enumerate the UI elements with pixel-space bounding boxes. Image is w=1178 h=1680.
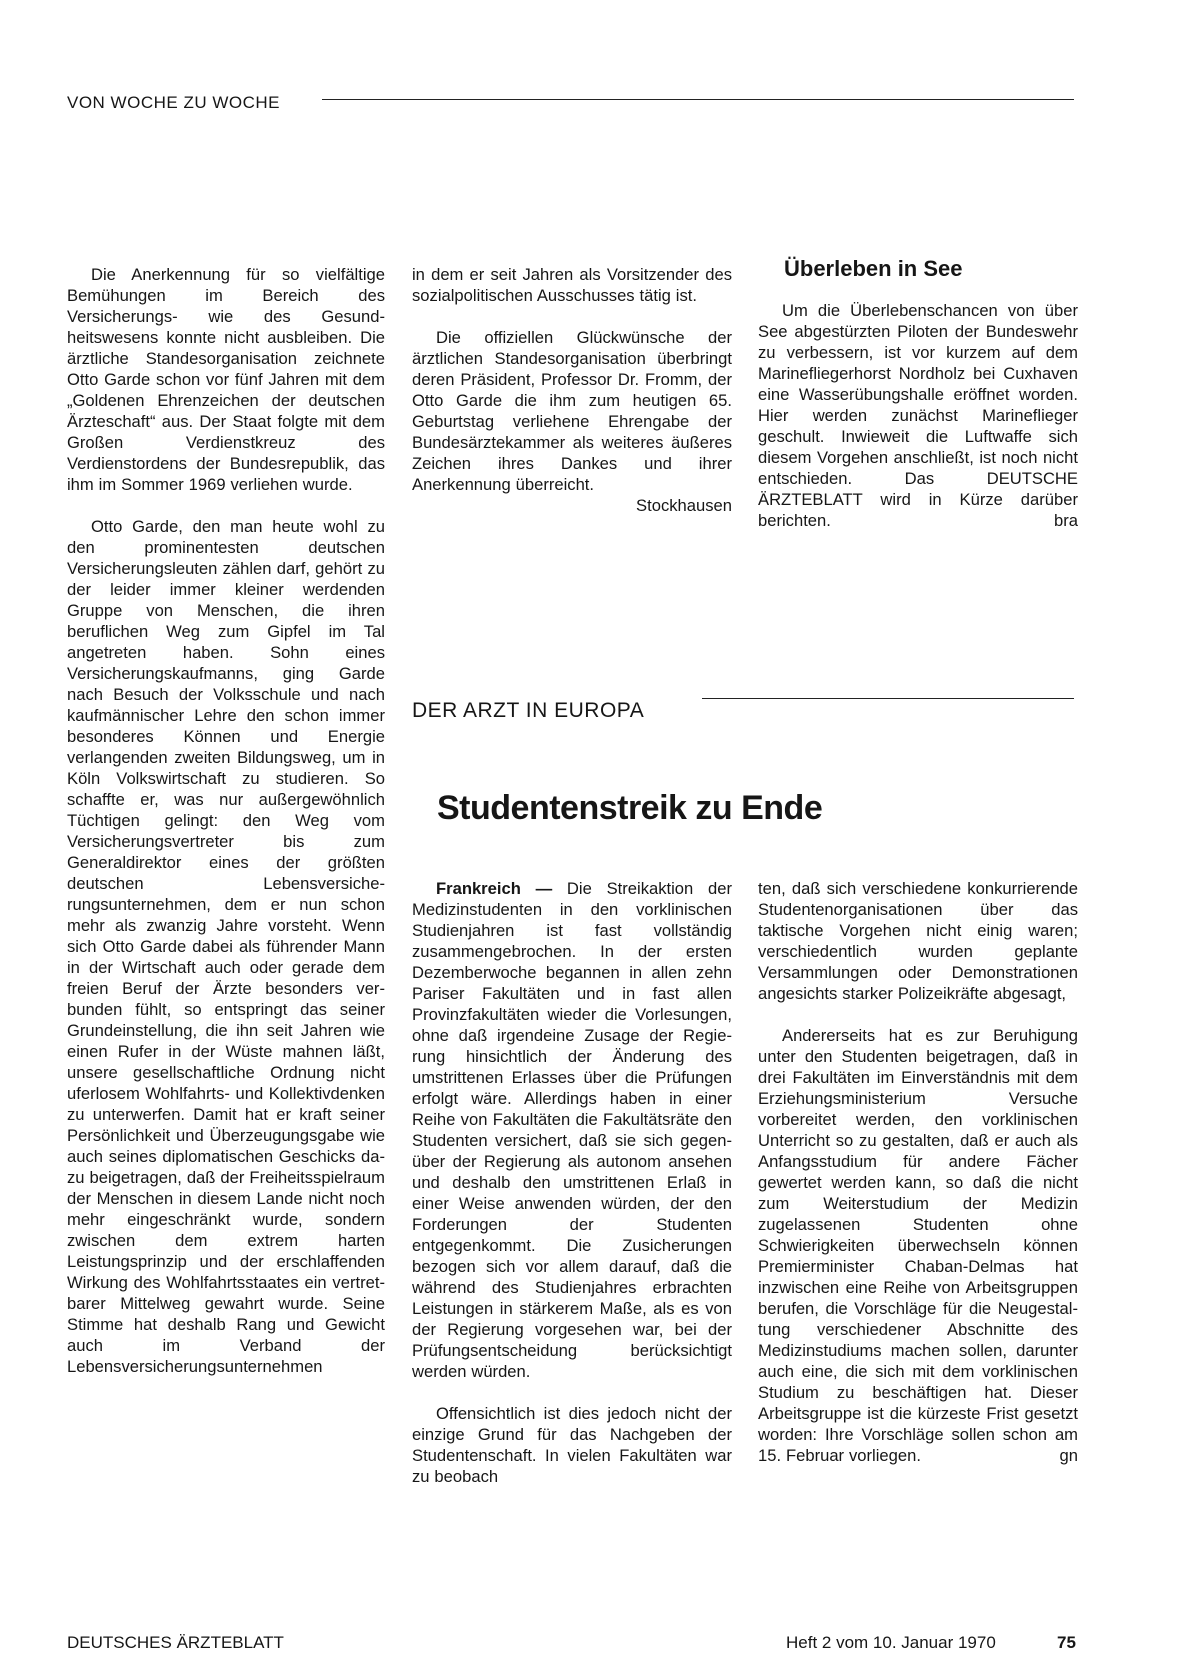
- article-column-2: [758, 878, 1078, 1466]
- section-rubric: VON WOCHE ZU WOCHE: [67, 93, 280, 112]
- page-number: 75: [1057, 1633, 1076, 1652]
- paragraph: [758, 1025, 1078, 1466]
- paragraph: Offensichtlich ist dies jedoch nicht der einzige Grund für das Nachgeben der Studentenschaft. In vielen Fakultäten war zu beobach: [412, 1404, 732, 1486]
- journal-name: DEUTSCHES ÄRZTEBLATT: [67, 1633, 284, 1652]
- article-column-1: [412, 878, 732, 1487]
- paragraph: [758, 300, 1078, 531]
- right-top-column: [758, 300, 1078, 531]
- author-signature: Stockhausen: [636, 496, 732, 515]
- article-text: Andererseits hat es zur Beruhigung unter den Studenten beigetragen, daß in drei Fakultäten im Einverständnis mit dem Erziehungsministerium Versuche vorbereitet werden, den vorklinischen Unterricht so zu gestalten, daß er auch als Anfangsstudium für andere Fächer gewertet werden kann, so daß die nicht zum Weiterstudium der Medizin zugelassenen Studenten ohne Schwierigkeiten überwechseln können Premierminister Chaban-Delmas hat inzwischen eine Reihe von Arbeitsgruppen berufen, die Vorschläge für die Neugestaltung verschiedener Abschnitte des Medizinstudiums machen sollen, darunter auch eine, die sich mit dem vorklinischen Studium zu beschäftigen hat. Dieser Arbeitsgruppe ist die kürzeste Frist gesetzt worden: Ihre Vorschläge sollen schon am 15. Februar vorliegen.: [758, 1026, 1078, 1465]
- paragraph: [412, 878, 732, 1382]
- header-rule: [322, 99, 1074, 100]
- paragraph: ten, daß sich verschiedene konkurrierende Studentenorganisationen über das taktische Vorgehen nicht einig waren; verschiedentlich wurden geplante Versammlungen oder Demonstrationen angesichts starker Polizeikräfte abgesagt,: [758, 879, 1078, 1003]
- news-title: Überleben in See: [784, 256, 963, 281]
- section-rubric: DER ARZT IN EUROPA: [412, 699, 645, 722]
- left-column: [67, 264, 385, 1377]
- author-signature: bra: [1054, 511, 1078, 530]
- article-headline: Studentenstreik zu Ende: [437, 789, 823, 827]
- issue-info: Heft 2 vom 10. Januar 1970: [786, 1633, 996, 1652]
- paragraph: Die Anerkennung für so vielfältige Bemühungen im Bereich des Versicherungs- wie des Gesundheitswesens konnte nicht ausbleiben. Die ärztliche Standesorganisation zeichnete Otto Garde schon vor fünf Jahren mit dem „Goldenen Ehrenzeichen der deutschen Ärzteschaft“ aus. Der Staat folgte mit dem Großen Verdienstkreuz des Verdienstordens der Bundesrepublik, das ihm im Sommer 1969 verliehen wurde.: [67, 265, 385, 494]
- author-signature: gn: [1059, 1446, 1078, 1465]
- paragraph: Die offiziellen Glückwünsche der ärztlichen Standesorganisation überbringt deren Präsident, Professor Dr. Fromm, der Otto Garde die ihm zum heutigen 65. Geburtstag verliehene Ehrengabe der Bundesärztekammer als weiteres äußeres Zeichen ihres Dankes und ihrer Anerkennung überreicht.: [412, 328, 732, 494]
- paragraph: Otto Garde, den man heute wohl zu den prominentesten deutschen Versicherungsleuten zählen darf, gehört zu der leider immer kleiner werdenden Gruppe von Menschen, die ihren beruflichen Weg zum Gipfel im Tal angetreten haben. Sohn eines Versicherungskaufmanns, ging Garde nach Besuch der Volksschule und nach kaufmännischer Lehre den schon immer besonderes Können und Energie verlangenden zweiten Bildungsweg, um in Köln Volkswirtschaft zu studieren. So schaffte er, was nur außergewöhnlich Tüchtigen gelingt: den Weg vom Versicherungsvertreter bis zum Generaldirektor eines der größten deutschen Lebensversicherungsunternehmen, dem er nun schon mehr als zwanzig Jahre vorsteht. Wenn sich Otto Garde dabei als führender Mann in der Wirtschaft auch oder gerade dem freien Beruf der Ärzte besonders verbunden fühlt, so entspringt das seiner Grundeinstellung, die ihn seit Jahren wie einen Rufer in der Wüste mahnen läßt, unsere gesellschaftliche Ordnung nicht uferlosem Wohlfahrts- und Kollektivdenken zu unterwerfen. Damit hat er kraft seiner Persönlichkeit und Überzeugungsgabe wie auch seines diplomatischen Geschicks dazu beigetragen, daß der Freiheitsspielraum der Menschen in diesem Lande nicht noch mehr eingeschränkt wurde, sondern zwischen dem extrem harten Leistungsprinzip und der erschlaffenden Wirkung des Wohlfahrtsstaates ein vertretbarer Mittelweg gewahrt wurde. Seine Stimme hat deshalb Rang und Gewicht auch im Verband der Lebensversicherungsunternehmen: [67, 517, 385, 1376]
- article-text: Die Streikaktion der Medizinstudenten in den vorklinischen Studienjahren ist fast vollständig zusammengebrochen. In der ersten Dezemberwoche begannen in allen zehn Pariser Fakultäten und in fast allen Provinzfakultäten wieder die Vorlesungen, ohne daß irgendeine Zusage der Regierung hinsichtlich der Änderung des umstrittenen Erlasses über die Prüfungen erfolgt wäre. Allerdings haben in einer Reihe von Fakultäten die Fakultätsräte den Studenten versichert, daß sie sich gegenüber der Regierung als autonom ansehen und deshalb den umstrittenen Erlaß in einer Weise anwenden würden, der den Forderungen der Studenten entgegenkommt. Die Zusicherungen bezogen sich vor allem darauf, daß die während des Studienjahres erbrachten Leistungen in stärkerem Maße, als es von der Regierung vorgesehen war, bei der Prüfungsentscheidung berücksichtigt werden würden.: [412, 879, 732, 1381]
- news-text: Um die Überlebenschancen von über See abgestürzten Piloten der Bundeswehr zu verbessern, ist vor kurzem auf dem Marinefliegerhorst Nordholz bei Cuxhaven eine Wasserübungshalle eröffnet worden. Hier werden zunächst Marineflieger geschult. Inwieweit die Luftwaffe sich diesem Vorgehen anschließt, ist noch nicht entschieden. Das DEUTSCHE ÄRZTEBLATT wird in Kürze darüber berichten.: [758, 301, 1078, 530]
- middle-top-column: [412, 264, 732, 516]
- article-dateline: Frankreich —: [436, 879, 553, 898]
- section-rule: [702, 698, 1074, 699]
- paragraph: in dem er seit Jahren als Vorsitzender des sozialpolitischen Ausschusses tätig ist.: [412, 265, 732, 305]
